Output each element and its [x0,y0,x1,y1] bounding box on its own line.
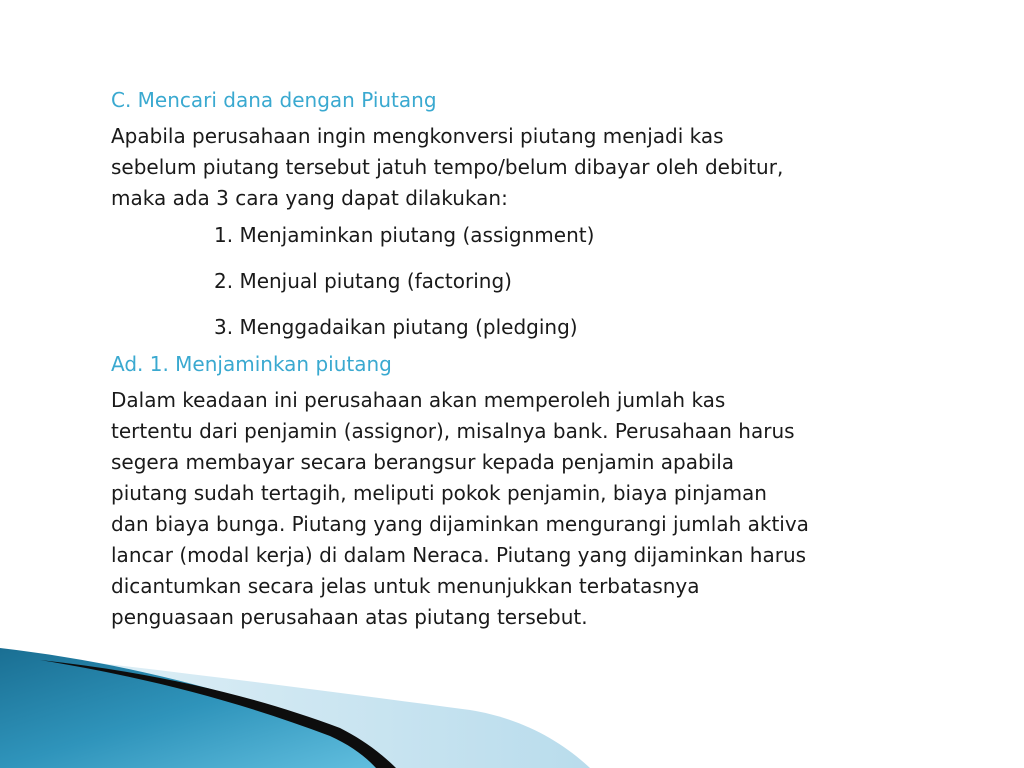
body-line: piutang sudah tertagih, meliputi pokok penjamin, biaya pinjaman [111,481,767,505]
body-line: Dalam keadaan ini perusahaan akan memperoleh jumlah kas [111,388,726,412]
intro-line: maka ada 3 cara yang dapat dilakukan: [111,186,508,210]
body-line: tertentu dari penjamin (assignor), misalnya bank. Perusahaan harus [111,419,795,443]
body-line: dicantumkan secara jelas untuk menunjukkan terbatasnya [111,574,700,598]
intro-line: sebelum piutang tersebut jatuh tempo/belum dibayar oleh debitur, [111,155,784,179]
body-line: penguasaan perusahaan atas piutang tersebut. [111,605,588,629]
body-line: dan biaya bunga. Piutang yang dijaminkan mengurangi jumlah aktiva [111,512,809,536]
list-item-factoring: 2. Menjual piutang (factoring) [214,269,512,293]
intro-line: Apabila perusahaan ingin mengkonversi piutang menjadi kas [111,124,724,148]
section-c-intro [111,121,911,214]
wave-black-stripe [40,660,396,768]
wave-light-band [0,652,590,768]
section-c-heading: C. Mencari dana dengan Piutang [111,88,437,112]
slide-content [111,86,911,639]
list-item-pledging: 3. Menggadaikan piutang (pledging) [214,315,578,339]
section-ad1-heading: Ad. 1. Menjaminkan piutang [111,352,392,376]
methods-list [111,220,911,343]
body-line: lancar (modal kerja) di dalam Neraca. Piutang yang dijaminkan harus [111,543,807,567]
section-ad1-body [111,385,911,633]
list-item-assignment: 1. Menjaminkan piutang (assignment) [214,223,595,247]
body-line: segera membayar secara berangsur kepada penjamin apabila [111,450,735,474]
wave-blue-band [0,648,385,768]
